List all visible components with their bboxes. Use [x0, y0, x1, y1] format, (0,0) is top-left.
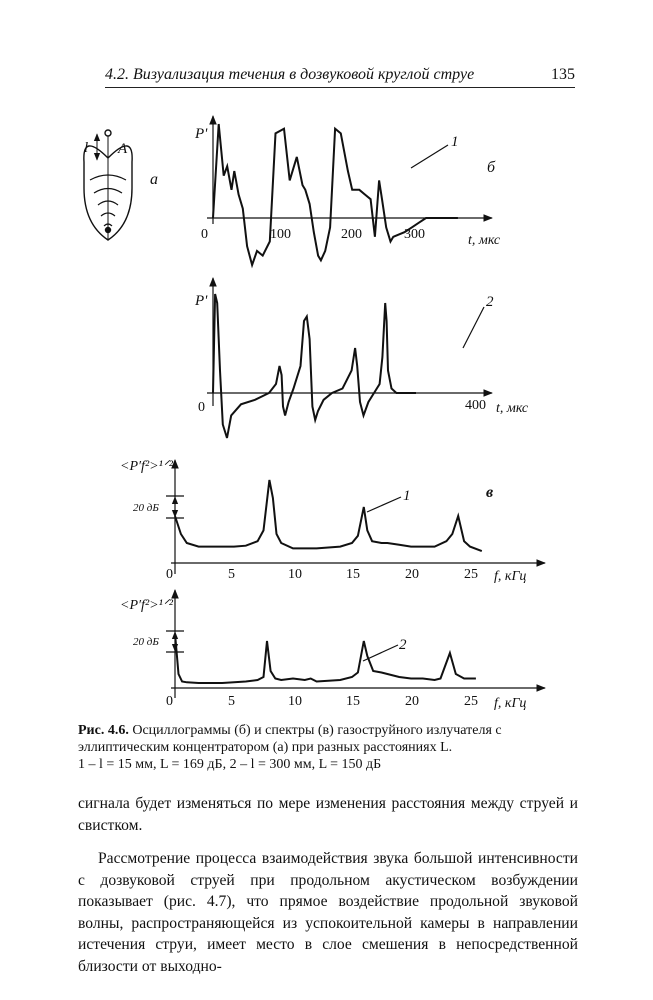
label-l: l [84, 140, 89, 156]
spec1-leader [367, 497, 401, 512]
caption-label: Рис. 4.6. [78, 723, 129, 738]
spec1-tick-15: 15 [346, 567, 360, 582]
spec2-y-label: <P′f²>¹ᐟ² [120, 598, 173, 613]
osc1-tick-0: 0 [201, 227, 208, 242]
spec2-axis-label: f, кГц [494, 696, 527, 711]
spec1-tick-10: 10 [288, 567, 302, 582]
osc1-curve-label: 1 [451, 134, 459, 150]
label-A: A [118, 141, 128, 157]
spec2-curve-label: 2 [399, 637, 407, 653]
osc2-axis-label: t, мкс [496, 401, 529, 416]
osc2-leader [463, 307, 484, 348]
osc1-p-label: P' [195, 126, 208, 142]
caption-text: Осциллограммы (б) и спектры (в) газоструйного излучателя с эллиптическим концентратором (а) при разных расстояниях L. [78, 723, 502, 755]
focus-point [106, 228, 111, 233]
spec2-tick-25: 25 [464, 694, 478, 709]
panel-v-label: в [486, 484, 494, 501]
paragraph-1: сигнала будет изменяться по мере изменения расстояния между струей и свистком. [78, 795, 578, 834]
page-number: 135 [551, 66, 575, 83]
osc1-curve [213, 124, 458, 265]
spec1-y-label: <P′f²>¹ᐟ² [120, 459, 173, 474]
osc1-axis-label: t, мкс [468, 233, 501, 248]
osc1-tick-200: 200 [341, 227, 362, 242]
whistle-point [105, 130, 111, 136]
caption-legend: 1 – l = 15 мм, L = 169 дБ, 2 – l = 300 мм, L = 150 дБ [78, 757, 382, 772]
spec2-scale-label: 20 дБ [133, 636, 159, 648]
header-title: 4.2. Визуализация течения в дозвуковой круглой струе [105, 66, 475, 83]
osc2-p-label: P' [195, 293, 208, 309]
spec1-scale-label: 20 дБ [133, 502, 159, 514]
osc2-curve-label: 2 [486, 294, 494, 310]
spec1-tick-0: 0 [166, 567, 173, 582]
paragraph-2: Рассмотрение процесса взаимодействия звука большой интенсивности с дозвуковой струей при продольном акустическом возбуждении показывает (рис. 4.7), что прямое воздействие продольной звуковой волны, распространяющейся из успокоительной камеры в направлении истечения струи, имеет место в слое смешения в непосредственной близости от выходно- [78, 850, 578, 975]
osc2-tick-400: 400 [465, 398, 486, 413]
spec2-tick-0: 0 [166, 694, 173, 709]
spec2-curve [175, 634, 476, 684]
spec1-tick-20: 20 [405, 567, 419, 582]
spec2-axes [166, 590, 545, 698]
label-a: а [150, 171, 158, 188]
spec2-tick-15: 15 [346, 694, 360, 709]
osc1-leader [411, 145, 448, 168]
osc1-tick-100: 100 [270, 227, 291, 242]
figure-caption [78, 722, 578, 773]
spec1-tick-5: 5 [228, 567, 235, 582]
osc1-tick-300: 300 [404, 227, 425, 242]
spec1-curve [175, 480, 482, 551]
spec1-tick-25: 25 [464, 567, 478, 582]
spec1-curve-label: 1 [403, 488, 411, 504]
body-text [78, 793, 578, 977]
osc1-axes [207, 116, 492, 224]
spec2-tick-20: 20 [405, 694, 419, 709]
panel-b-label: б [487, 159, 496, 176]
spec2-tick-10: 10 [288, 694, 302, 709]
osc2-curve [213, 294, 416, 438]
spec2-tick-5: 5 [228, 694, 235, 709]
osc2-tick-0: 0 [198, 400, 205, 415]
spec1-axes [166, 460, 545, 574]
spec1-axis-label: f, кГц [494, 569, 527, 584]
spec2-leader [363, 645, 398, 661]
osc2-axes [207, 278, 492, 406]
